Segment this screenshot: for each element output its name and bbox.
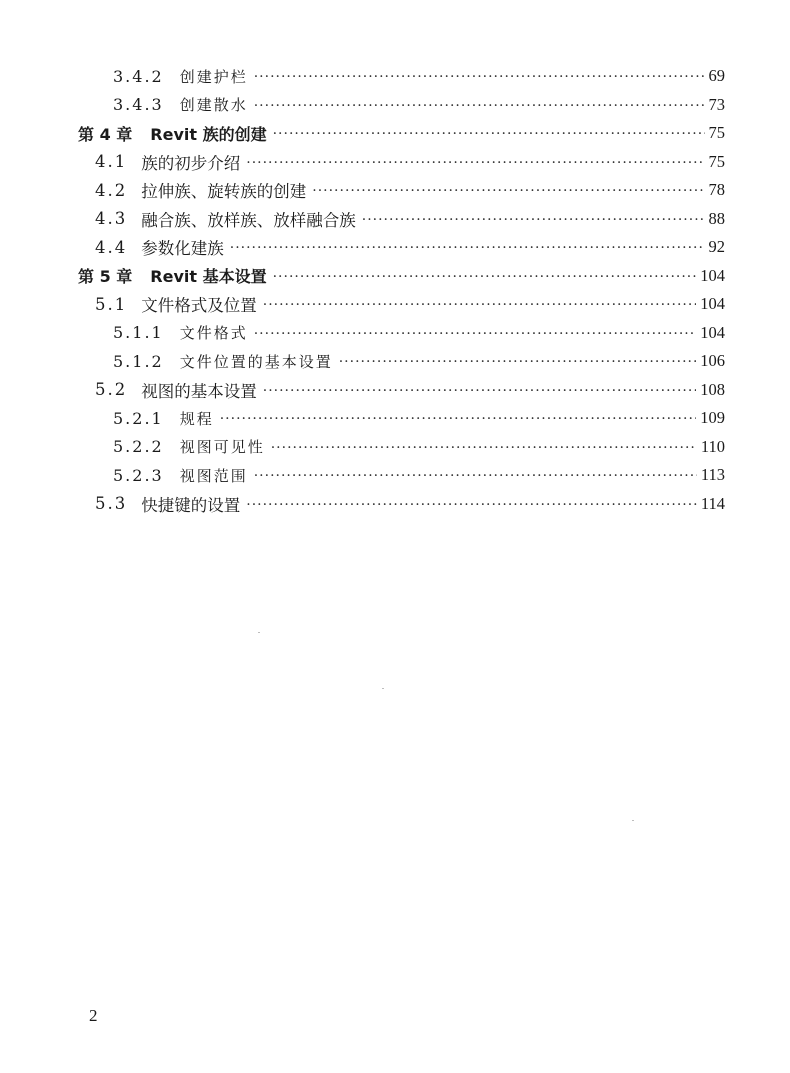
toc-entry-number: 4.1 xyxy=(95,152,128,172)
dot-leader xyxy=(254,468,697,484)
dot-leader xyxy=(273,126,705,142)
toc-entry-4-4[interactable] xyxy=(0,233,790,262)
toc-entry-page: 106 xyxy=(700,351,725,371)
toc-entry-5-2-1[interactable] xyxy=(0,404,790,433)
toc-entry-page: 78 xyxy=(708,180,725,200)
page-number: 2 xyxy=(89,1006,98,1025)
toc-entry-title: 规程 xyxy=(179,409,214,428)
dot-leader xyxy=(362,212,705,228)
toc-entry-4-2[interactable] xyxy=(0,176,790,205)
toc-entry-title: 视图可见性 xyxy=(179,438,265,457)
toc-entry-number: 5.1 xyxy=(95,294,128,314)
toc-entry-5-1[interactable] xyxy=(0,290,790,319)
dot-leader xyxy=(312,183,704,199)
dot-leader xyxy=(263,383,697,399)
toc-entry-page: 108 xyxy=(700,379,725,399)
toc-entry-4-3[interactable] xyxy=(0,205,790,234)
toc-entry-number: 5.2 xyxy=(95,380,128,400)
dot-leader xyxy=(254,98,705,114)
scan-speck xyxy=(382,688,384,689)
toc-entry-number: 5.2.3 xyxy=(113,465,164,485)
toc-entry-number: 3.4.3 xyxy=(113,95,164,115)
toc-entry-3-4-2[interactable] xyxy=(0,62,790,91)
dot-leader xyxy=(263,297,697,313)
toc-entry-title: 视图范围 xyxy=(179,466,248,485)
toc-entry-page: 113 xyxy=(700,465,725,485)
toc-entry-title: 文件格式及位置 xyxy=(141,296,257,316)
toc-entry-number: 5.1.2 xyxy=(113,351,164,371)
dot-leader xyxy=(230,240,704,256)
table-of-contents xyxy=(0,62,790,518)
toc-entry-page: 104 xyxy=(700,265,725,285)
toc-entry-5-2[interactable] xyxy=(0,376,790,405)
toc-entry-number: 4.3 xyxy=(95,209,128,229)
toc-chapter-number: 第 4 章 xyxy=(78,124,133,144)
scan-speck xyxy=(258,632,260,633)
toc-entry-title: 视图的基本设置 xyxy=(141,381,257,401)
toc-entry-title: 文件位置的基本设置 xyxy=(179,352,333,371)
dot-leader xyxy=(220,411,697,427)
toc-entry-page: 69 xyxy=(708,66,725,86)
toc-entry-title: 文件格式 xyxy=(179,324,248,343)
dot-leader xyxy=(254,326,697,342)
toc-entry-number: 4.4 xyxy=(95,237,128,257)
dot-leader xyxy=(254,69,705,85)
toc-entry-number: 5.2.1 xyxy=(113,408,164,428)
toc-entry-number: 5.2.2 xyxy=(113,437,164,457)
toc-entry-page: 110 xyxy=(700,436,725,456)
toc-chapter-number: 第 5 章 xyxy=(78,267,133,287)
dot-leader xyxy=(246,155,704,171)
scan-speck xyxy=(632,820,634,821)
toc-entry-number: 4.2 xyxy=(95,180,128,200)
toc-entry-title: 快捷键的设置 xyxy=(141,495,241,515)
toc-entry-title: 创建护栏 xyxy=(179,67,248,86)
dot-leader xyxy=(271,440,697,456)
toc-entry-title: 融合族、放样族、放样融合族 xyxy=(141,210,356,230)
toc-entry-page: 109 xyxy=(700,408,725,428)
toc-entry-3-4-3[interactable] xyxy=(0,91,790,120)
toc-entry-5-1-2[interactable] xyxy=(0,347,790,376)
toc-entry-number: 5.3 xyxy=(95,494,128,514)
toc-entry-5-3[interactable] xyxy=(0,490,790,519)
toc-entry-5-2-2[interactable] xyxy=(0,433,790,462)
toc-entry-number: 3.4.2 xyxy=(113,66,164,86)
toc-entry-title: 创建散水 xyxy=(179,96,248,115)
toc-entry-page: 75 xyxy=(708,151,725,171)
dot-leader xyxy=(246,497,697,513)
toc-entry-number: 5.1.1 xyxy=(113,323,164,343)
toc-entry-5-2-3[interactable] xyxy=(0,461,790,490)
toc-entry-page: 73 xyxy=(708,94,725,114)
toc-entry-5-1-1[interactable] xyxy=(0,319,790,348)
toc-entry-page: 104 xyxy=(700,294,725,314)
toc-chapter-title: Revit 族的创建 xyxy=(150,124,267,144)
toc-entry-title: 参数化建族 xyxy=(141,239,224,259)
toc-entry-page: 104 xyxy=(700,322,725,342)
toc-entry-page: 92 xyxy=(708,237,725,257)
toc-entry-page: 88 xyxy=(708,208,725,228)
toc-chapter-4[interactable] xyxy=(0,119,790,148)
toc-chapter-5[interactable] xyxy=(0,262,790,291)
toc-entry-title: 拉伸族、旋转族的创建 xyxy=(141,182,307,202)
toc-entry-page: 75 xyxy=(708,123,725,143)
dot-leader xyxy=(273,269,697,285)
toc-chapter-title: Revit 基本设置 xyxy=(150,267,267,287)
toc-entry-4-1[interactable] xyxy=(0,148,790,177)
dot-leader xyxy=(339,354,697,370)
toc-entry-title: 族的初步介绍 xyxy=(141,153,241,173)
toc-entry-page: 114 xyxy=(700,493,725,513)
